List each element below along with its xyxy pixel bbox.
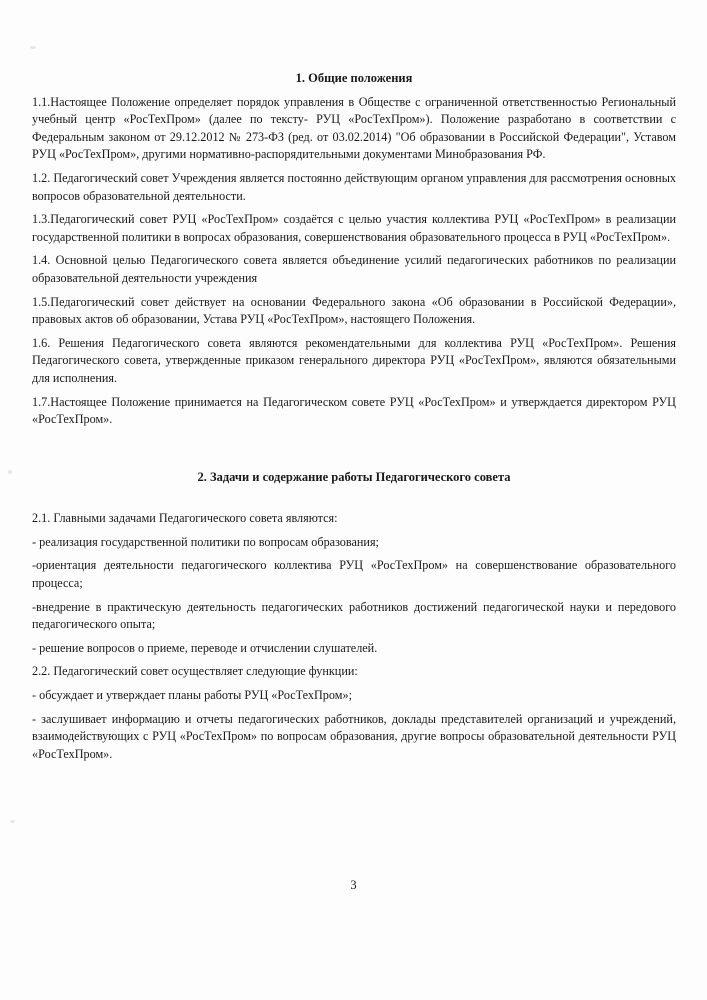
list-item: - заслушивает информацию и отчеты педагогических работников, доклады представителей организаций и учреждений, взаимодействующих с РУЦ «РосТехПром» по вопросам образования, другие вопросы образовательной деятельности РУЦ «РосТехПром». [32,711,676,761]
paragraph-1-1: 1.1.Настоящее Положение определяет порядок управления в Обществе с ограниченной ответственностью Региональный учебный центр «РосТехПром» (далее по тексту- РУЦ «РосТехПром»). Положение разработано в соответствии с Федеральным законом от 29.12.2012 № 273-ФЗ (ред. от 03.02.2014) "Об образовании в Российской Федерации", Уставом РУЦ «РосТехПром», другими нормативно-распорядительными документами Минобразования РФ. [32,94,676,162]
scan-speck [10,820,15,823]
document-body [32,70,676,769]
section-1-heading: 1. Общие положения [295,71,413,85]
list-item: - решение вопросов о приеме, переводе и отчислении слушателей. [32,640,378,655]
paragraph-1-4: 1.4. Основной целью Педагогического совета является объединение усилий педагогических работников по реализации образовательной деятельности учреждения [32,253,676,285]
page-number: 3 [350,878,357,892]
scan-speck [30,46,36,49]
list-item: - обсуждает и утверждает планы работы РУЦ «РосТехПром»; [32,688,352,703]
paragraph-2-1: 2.1. Главными задачами Педагогического совета являются: [32,511,338,526]
paragraph-2-2: 2.2. Педагогический совет осуществляет следующие функции: [32,664,358,679]
list-item: - реализация государственной политики по вопросам образования; [32,534,379,549]
scan-speck [8,470,12,474]
paragraph-1-7: 1.7.Настоящее Положение принимается на Педагогическом совете РУЦ «РосТехПром» и утверждается директором РУЦ «РосТехПром». [32,394,676,427]
paragraph-1-5: 1.5.Педагогический совет действует на основании Федерального закона «Об образовании в Российской Федерации», правовых актов об образовании, Устава РУЦ «РосТехПром», настоящего Положения. [32,294,676,327]
paragraph-1-3: 1.3.Педагогический совет РУЦ «РосТехПром» создаётся с целью участия коллектива РУЦ «РосТехПром» в реализации государственной политики в вопросах образования, совершенствования образовательного процесса в РУЦ «РосТехПром». [32,212,676,244]
paragraph-1-6: 1.6. Решения Педагогического совета являются рекомендательными для коллектива РУЦ «РосТехПром». Решения Педагогического совета, утвержденные приказом генерального директора РУЦ «РосТехПром», являются обязательными для исполнения. [32,335,676,385]
section-2-heading: 2. Задачи и содержание работы Педагогического совета [197,469,511,484]
list-item: -ориентация деятельности педагогического коллектива РУЦ «РосТехПром» на совершенствование образовательного процесса; [32,558,676,591]
list-item: -внедрение в практическую деятельность педагогических работников достижений педагогической науки и передового педагогического опыта; [32,599,676,632]
paragraph-1-2: 1.2. Педагогический совет Учреждения является постоянно действующим органом управления для рассмотрения основных вопросов образовательной деятельности. [32,170,676,203]
